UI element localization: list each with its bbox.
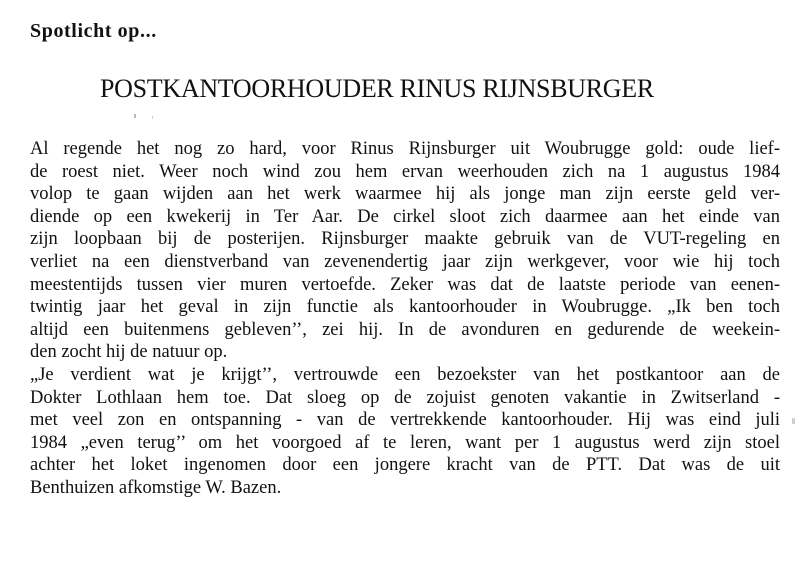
scan-specks [128,112,168,124]
scan-edge-mark [792,418,795,424]
body-line: „Je verdient wat je krijgt’’, vertrouwde een bezoekster van het postkantoor aan de [30,364,780,385]
body-line: 1984 „even terug’’ om het voorgoed af te leren, want per 1 augustus werd zijn stoel [30,432,780,453]
body-line: verliet na een dienstverband van zevenendertig jaar zijn werkgever, voor wie hij toch [30,251,780,272]
body-line: meestentijds tussen vier muren vertoefde. Zeker was dat de laatste periode van eenen- [30,274,780,295]
scan-speck [134,114,136,118]
body-line: diende op een kwekerij in Ter Aar. De cirkel sloot zich daarmee aan het einde van [30,206,780,227]
body-line: de roest niet. Weer noch wind zou hem ervan weerhouden zich na 1 augustus 1984 [30,161,780,182]
body-line: twintig jaar het geval in zijn functie als kantoorhouder in Woubrugge. „Ik ben toch [30,297,780,318]
body-line: achter het loket ingenomen door een jongere kracht van de PTT. Dat was de uit [30,455,780,476]
article-headline: POSTKANTOORHOUDER RINUS RIJNSBURGER [100,74,654,103]
body-line: Benthuizen afkomstige W. Bazen. [30,477,282,498]
scan-speck [152,116,153,119]
body-line: den zocht hij de natuur op. [30,342,228,363]
body-line: met veel zon en ontspanning - van de vertrekkende kantoorhouder. Hij was eind juli [30,410,780,431]
body-line: altijd een buitenmens gebleven’’, zei hij. In de avonduren en gedurende de weekein- [30,319,780,340]
body-line: Al regende het nog zo hard, voor Rinus Rijnsburger uit Woubrugge gold: oude lief- [30,139,780,159]
body-line: Dokter Lothlaan hem toe. Dat sloeg op de zojuist genoten vakantie in Zwitserland - [30,387,780,408]
body-line: zijn loopbaan bij de posterijen. Rijnsburger maakte gebruik van de VUT-regeling en [30,229,780,250]
column-kicker: Spotlicht op... [30,20,157,42]
body-line: volop te gaan wijden aan het werk waarmee hij als jonge man zijn eerste geld ver- [30,184,780,205]
article-body [30,138,780,500]
